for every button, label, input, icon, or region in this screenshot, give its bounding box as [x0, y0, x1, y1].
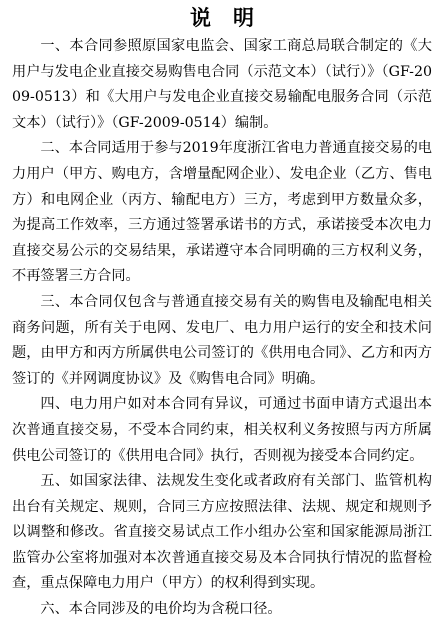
- paragraph-2: 二、本合同适用于参与2019年度浙江省电力普通直接交易的电力用户（甲方、购电方，含增量配网企业）、发电企业（乙方、售电方）和电网企业（丙方、输配电方）三方，考虑到甲方数量众多，为提高工作效率，三方通过签署承诺书的方式，承诺接受本次电力直接交易公示的交易结果，承诺遵守本合同明确的三方权利义务，不再签署三方合同。: [12, 140, 432, 285]
- paragraph-6: 六、本合同涉及的电价均为含税口径。: [40, 601, 282, 618]
- document-title: 说明: [190, 6, 276, 30]
- paragraph-1: 一、本合同参照原国家电监会、国家工商总局联合制定的《大用户与发电企业直接交易购售电合同（示范文本）（试行）》（GF-2009-0513）和《大用户与发电企业直接交易输配电服务合同（示范文本）（试行）》（GF-2009-0514）编制。: [12, 38, 432, 131]
- paragraph-4: 四、电力用户如对本合同有异议，可通过书面申请方式退出本次普通直接交易，不受本合同约束，相关权利义务按照与丙方所属供电公司签订的《供用电合同》执行，否则视为接受本合同约定。: [12, 396, 432, 464]
- paragraph-5: 五、如国家法律、法规发生变化或者政府有关部门、监管机构出台有关规定、规则，合同三方应按照法律、法规、规定和规则予以调整和修改。省直接交易试点工作小组办公室和国家能源局浙江监管办公室将加强对本次普通直接交易及本合同执行情况的监督检查，重点保障电力用户（甲方）的权利得到实现。: [12, 473, 432, 592]
- paragraph-3: 三、本合同仅包含与普通直接交易有关的购售电及输配电相关商务问题，所有关于电网、发电厂、电力用户运行的安全和技术问题，由甲方和丙方所属供电公司签订的《供用电合同》、乙方和丙方签订的《并网调度协议》及《购售电合同》明确。: [12, 293, 432, 387]
